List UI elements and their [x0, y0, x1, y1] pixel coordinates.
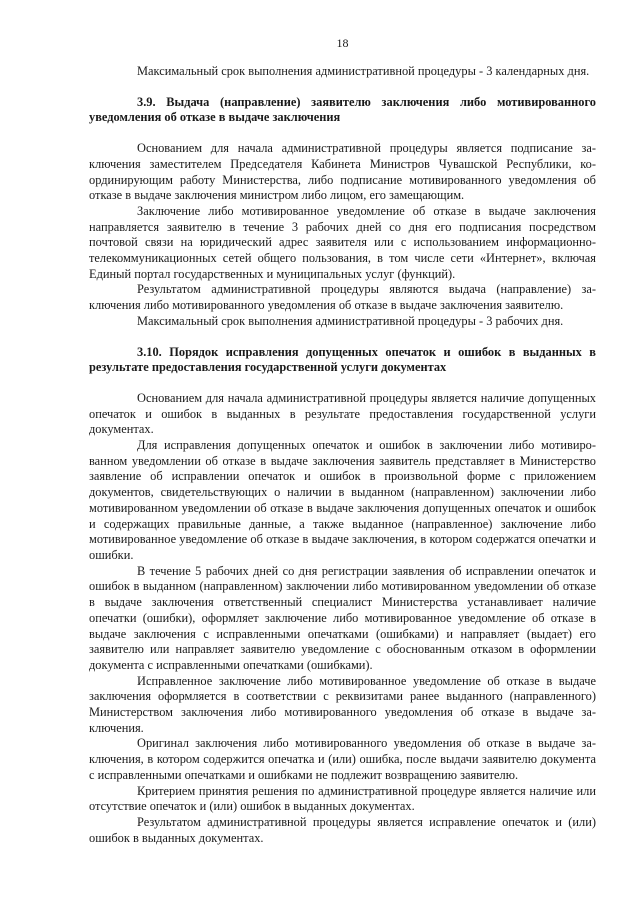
- paragraph-corrected-document: Исправленное заключение либо мотивированное уведомление об отказе в выдаче заключения оформляется в соответствии с реквизитами ранее выданного (направленного) Министерством заключения либо мотивированного уведомления об отказе в выдаче заключения.: [89, 673, 596, 735]
- document-page: [89, 0, 596, 904]
- document-body: [89, 64, 596, 846]
- paragraph-max-term-working: Максимальный срок выполнения административной процедуры - 3 рабочих дня.: [137, 313, 564, 328]
- page-number: 18: [336, 36, 349, 50]
- paragraph-decision-criterion: Критерием принятия решения по административной процедуре является наличие или отсутствие опечаток и (или) ошибок в выданных документах.: [89, 783, 596, 814]
- paragraph-basis-3-9: Основанием для начала административной процедуры является подписание заключения заместителем Председателя Кабинета Министров Чувашской Республики, координирующим работу Министерства, либо подписание мотивированного уведомления об отказе в выдаче заключения министром либо лицом, его замещающим.: [89, 141, 596, 203]
- section-heading-3-10: 3.10. Порядок исправления допущенных опечаток и ошибок в выданных в результате предоставления государственной услуги документах: [89, 344, 596, 375]
- paragraph-sending-conclusion: Заключение либо мотивированное уведомление об отказе в выдаче заключения направляется заявителю в течение 3 рабочих дней со дня его подписания посредством почтовой связи на юридический адрес заявителя или с использованием информационно-телекоммуникационных сетей общего пользования, в том числе сети «Интернет», включая Единый портал государственных и муниципальных услуг (функций).: [89, 203, 596, 281]
- paragraph-result-3-10: Результатом административной процедуры является исправление опечаток и (или) ошибок в выданных документах.: [89, 814, 596, 845]
- section-heading-3-9: 3.9. Выдача (направление) заявителю заключения либо мотивированного уведомления об отказе в выдаче заключения: [89, 94, 596, 125]
- paragraph-correction-request: Для исправления допущенных опечаток и ошибок в заключении либо мотивированном уведомлении об отказе в выдаче заключения заявитель представляет в Министерство заявление об исправлении опечаток и ошибок в произвольной форме с приложением документов, свидетельствующих о наличии в выданном (направленном) заключении либо мотивированном уведомлении об отказе в выдаче заключения допущенных опечаток и ошибок и содержащих правильные данные, а также выданное (направленное) заключение либо мотивированное уведомление об отказе в выдаче заключения, в котором содержатся опечатки и ошибки.: [89, 438, 596, 562]
- paragraph-result-3-9: Результатом административной процедуры являются выдача (направление) заключения либо мотивированного уведомления об отказе в выдаче заключения заявителю.: [89, 282, 596, 313]
- paragraph-basis-3-10: Основанием для начала административной процедуры является наличие допущенных опечаток и ошибок в выданных в результате предоставления государственной услуги документах.: [89, 390, 596, 437]
- paragraph-correction-term: В течение 5 рабочих дней со дня регистрации заявления об исправлении опечаток и ошибок в выданном (направленном) заключении либо мотивированном уведомлении об отказе в выдаче заключения ответственный специалист Министерства устанавливает наличие опечатки (ошибки), оформляет заключение либо мотивированное уведомление об отказе в выдаче заключения с исправленными опечатками (ошибками) и направляет (выдает) его заявителю или направляет заявителю уведомление с обоснованным отказом в оформлении документа с исправленными опечатками (ошибками).: [89, 563, 596, 672]
- paragraph-original-not-returned: Оригинал заключения либо мотивированного уведомления об отказе в выдаче заключения, в котором содержится опечатка и (или) ошибка, после выдачи заявителю документа с исправленными опечатками и ошибками не подлежит возвращению заявителю.: [89, 736, 596, 782]
- paragraph-max-term-calendar: Максимальный срок выполнения административной процедуры - 3 календарных дня.: [137, 64, 590, 78]
